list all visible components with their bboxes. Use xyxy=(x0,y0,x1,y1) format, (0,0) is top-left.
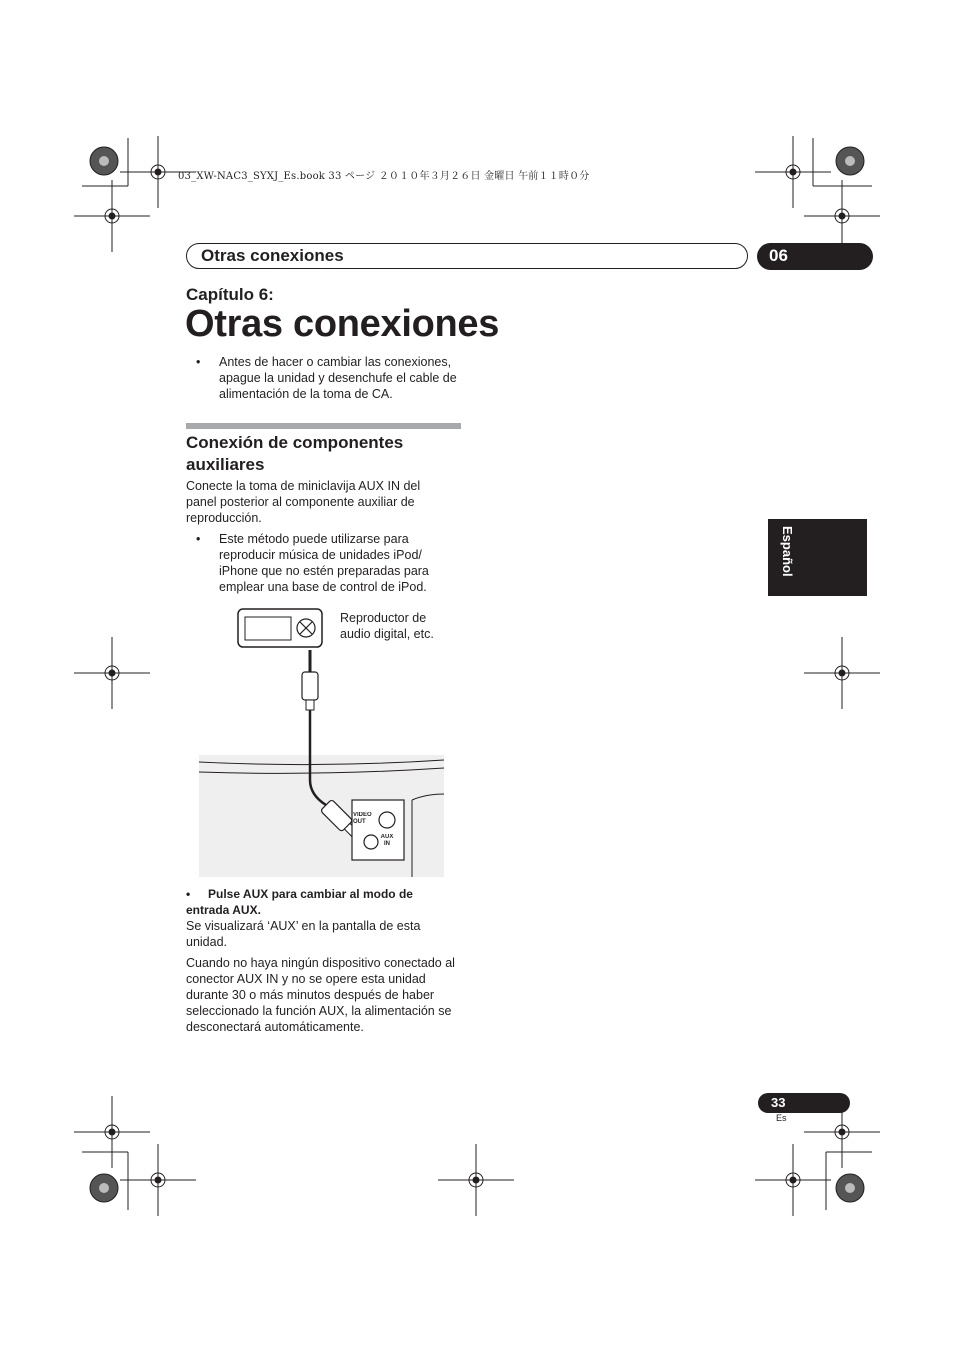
aux-in-label: AUX IN xyxy=(380,834,394,847)
registration-mark-icon xyxy=(74,1096,150,1168)
step-result: Se visualizará ‘AUX’ en la pantalla de esta unidad. xyxy=(186,919,421,949)
page-language-code: Es xyxy=(776,1113,787,1123)
registration-mark-icon xyxy=(120,1144,196,1216)
step-instruction xyxy=(186,886,448,918)
aux-connection-figure xyxy=(196,600,448,880)
page-number: 33 xyxy=(771,1095,786,1110)
registration-mark-icon xyxy=(74,637,150,709)
chapter-label: Capítulo 6: xyxy=(186,285,274,304)
registration-mark-icon xyxy=(438,1144,514,1216)
registration-mark-icon xyxy=(755,1144,831,1216)
chapter-number: 06 xyxy=(769,246,788,265)
section-bullet-text: Este método puede utilizarse para reproducir música de unidades iPod/ iPhone que no estén preparadas para emplear una base de control de iPod. xyxy=(219,532,429,594)
registration-mark-icon xyxy=(74,180,150,252)
language-tab-label: Español xyxy=(780,526,795,577)
intro-bullet-text: Antes de hacer o cambiar las conexiones, apague la unidad y desenchufe el cable de alimentación de la toma de CA. xyxy=(219,355,457,401)
starburst-mark-top-left xyxy=(90,147,118,175)
device-label: Reproductor de audio digital, etc. xyxy=(340,611,434,641)
step-note: Cuando no haya ningún dispositivo conectado al conector AUX IN y no se opere esta unidad durante 30 o más minutos después de haber seleccionado la función AUX, la alimentación se desconectará automáticamente. xyxy=(186,956,455,1034)
starburst-mark-top-right xyxy=(836,147,864,175)
page-title: Otras conexiones xyxy=(185,303,500,345)
section-divider xyxy=(186,423,461,429)
registration-mark-icon xyxy=(804,637,880,709)
digital-audio-player-icon xyxy=(238,609,322,647)
bullet-dot: • xyxy=(196,355,201,369)
video-out-label: VIDEO OUT xyxy=(353,812,372,825)
print-info-line: 03_XW-NAC3_SYXJ_Es.book 33 ページ ２０１０年３月２６日 金曜日 午前１１時０分 xyxy=(178,171,590,182)
header-section-title: Otras conexiones xyxy=(201,246,344,265)
section-title: Conexión de componentes auxiliares xyxy=(186,433,404,474)
mini-plug-icon xyxy=(302,650,318,710)
registration-mark-icon xyxy=(804,180,880,252)
section-paragraph: Conecte la toma de miniclavija AUX IN del panel posterior al componente auxiliar de reproducción. xyxy=(186,479,421,525)
registration-mark-icon xyxy=(755,136,831,208)
starburst-mark-bottom-right xyxy=(836,1174,864,1202)
bullet-dot: • xyxy=(186,887,191,901)
aux-in-jack-icon xyxy=(364,835,378,849)
step-bold-text: Pulse AUX para cambiar al modo de entrada AUX. xyxy=(186,887,413,917)
starburst-mark-bottom-left xyxy=(90,1174,118,1202)
bullet-dot: • xyxy=(196,532,201,546)
